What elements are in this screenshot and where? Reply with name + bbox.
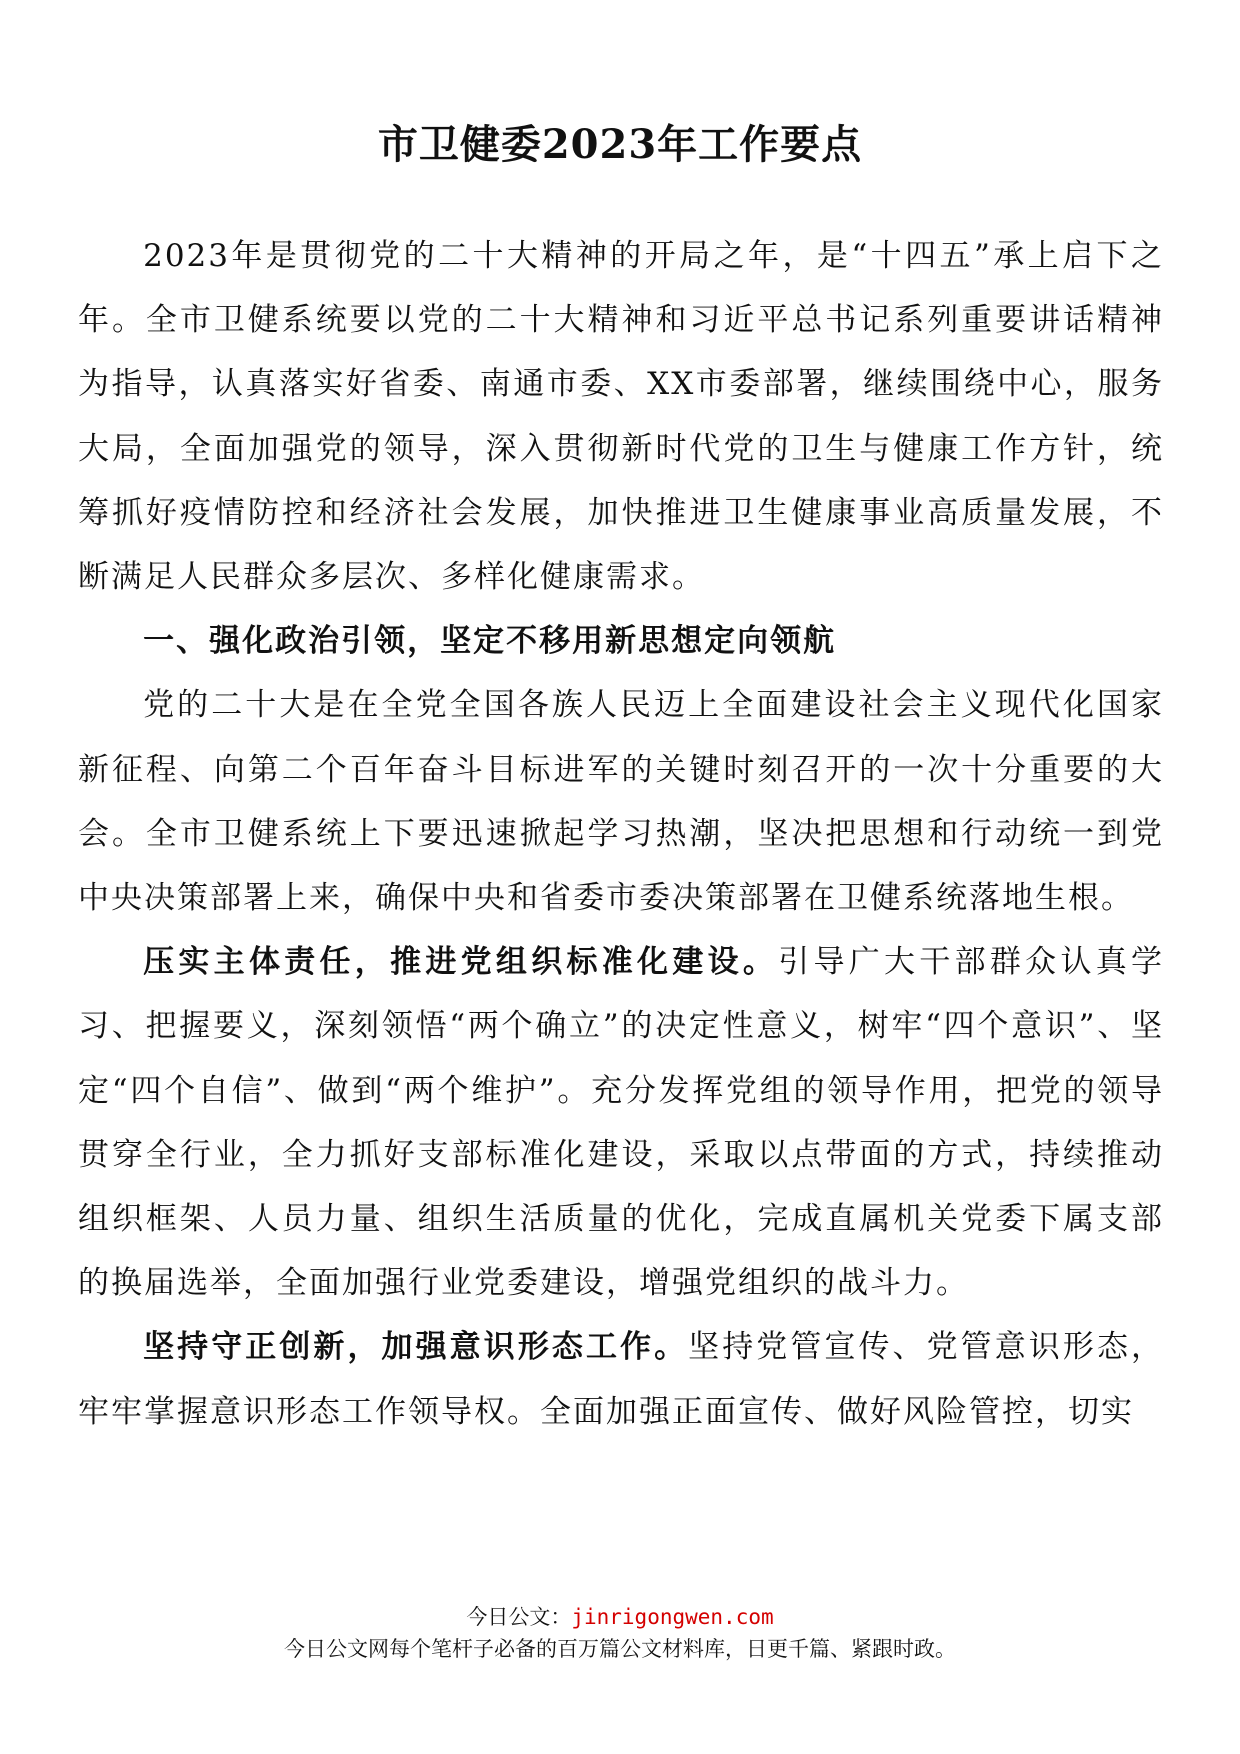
footer-slogan: 今日公文网每个笔杆子必备的百万篇公文材料库，日更千篇、紧跟时政。 <box>284 1637 956 1661</box>
item-text-2: 坚持党管宣传、党管意识形态，牢牢掌握意识形态工作领导权。全面加强正面宣传、做好风险管控，切实 <box>78 1329 1165 1430</box>
section-heading-1: 一、强化政治引领，坚定不移用新思想定向领航 <box>143 623 837 660</box>
footer-site-label: 今日公文： <box>466 1605 572 1629</box>
section-paragraph-1: 党的二十大是在全党全国各族人民迈上全面建设社会主义现代化国家新征程、向第二个百年奋斗目标进军的关键时刻召开的一次十分重要的大会。全市卫健系统上下要迅速掀起学习热潮，坚决把思想和行动统一到党中央决策部署上来，确保中央和省委市委决策部署在卫健系统落地生根。 <box>78 687 1164 917</box>
footer-site-link[interactable]: jinrigongwen.com <box>571 1605 774 1629</box>
intro-paragraph: 2023年是贯彻党的二十大精神的开局之年，是“十四五”承上启下之年。全市卫健系统要以党的二十大精神和习近平总书记系列重要讲话精神为指导，认真落实好省委、南通市委、XX市委部署，继续围绕中心，服务大局，全面加强党的领导，深入贯彻新时代党的卫生与健康工作方针，统筹抓好疫情防控和经济社会发展，加快推进卫生健康事业高质量发展，不断满足人民群众多层次、多样化健康需求。 <box>78 238 1164 596</box>
item-text-1: 引导广大干部群众认真学习、把握要义，深刻领悟“两个确立”的决定性意义，树牢“四个意识”、坚定“四个自信”、做到“两个维护”。充分发挥党组的领导作用，把党的领导贯穿全行业，全力抓好支部标准化建设，采取以点带面的方式，持续推动组织框架、人员力量、组织生活质量的优化，完成直属机关党委下属支部的换届选举，全面加强行业党委建设，增强党组织的战斗力。 <box>78 944 1165 1302</box>
document-title: 市卫健委2023年工作要点 <box>377 121 863 168</box>
footer-site <box>0 1601 1240 1631</box>
item-lead-1: 压实主体责任，推进党组织标准化建设。 <box>143 944 779 981</box>
document-body <box>78 224 1164 1444</box>
item-paragraph-2 <box>78 1315 1164 1443</box>
item-paragraph-1 <box>78 930 1164 1315</box>
item-lead-2: 坚持守正创新，加强意识形态工作。 <box>143 1329 689 1366</box>
